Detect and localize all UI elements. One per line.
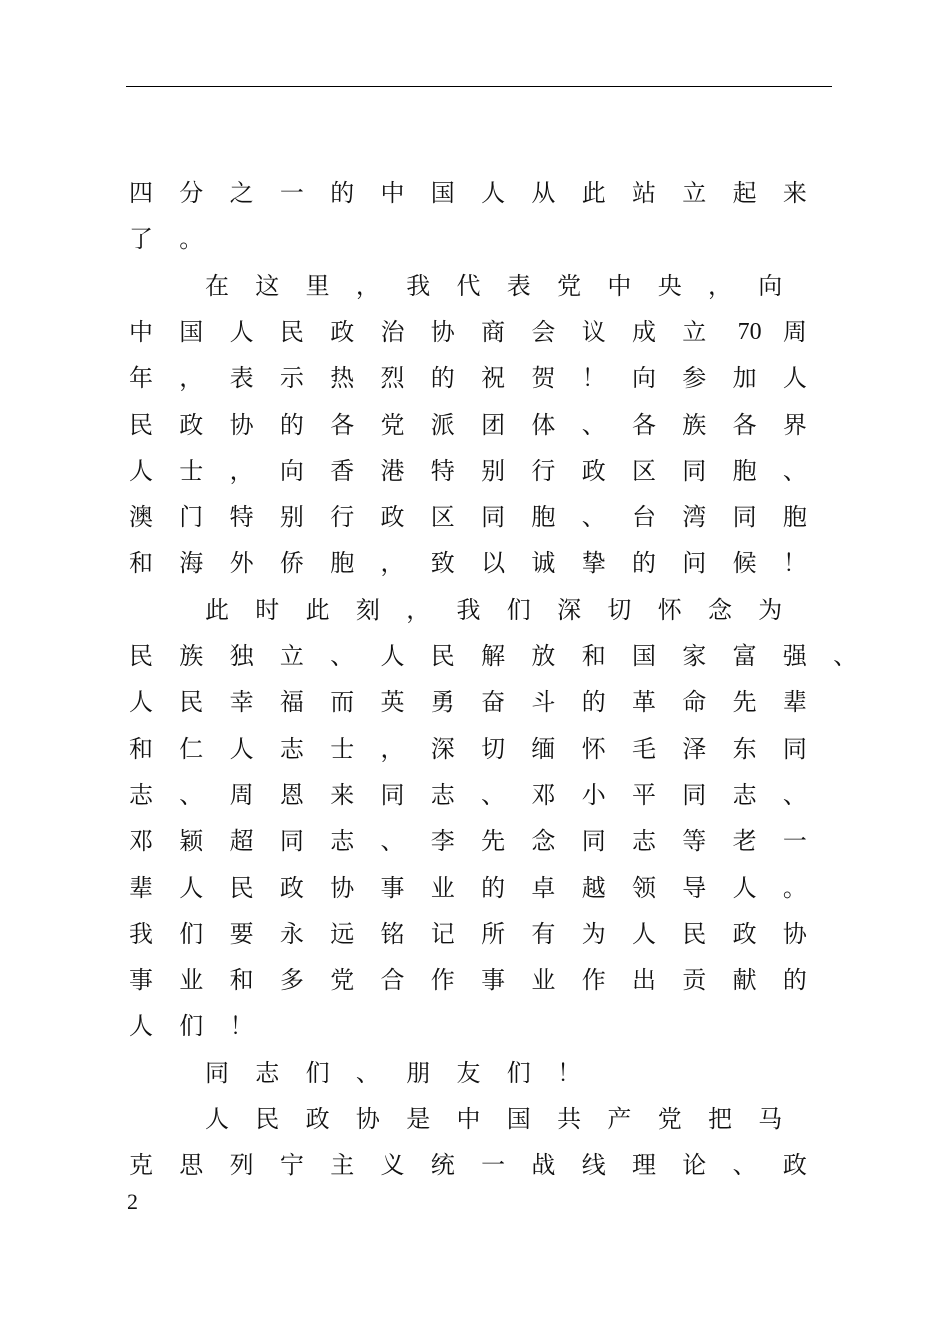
glyph: 怀 bbox=[657, 595, 682, 624]
glyph: ， bbox=[229, 456, 254, 485]
glyph: 政 bbox=[782, 1151, 807, 1180]
glyph: 党 bbox=[380, 410, 405, 439]
text-line bbox=[0, 270, 950, 310]
glyph: 友 bbox=[456, 1058, 481, 1087]
glyph: 人 bbox=[129, 1012, 153, 1041]
glyph: 议 bbox=[581, 317, 606, 346]
text-line bbox=[0, 918, 950, 958]
text-line bbox=[0, 547, 950, 587]
text-line bbox=[0, 779, 950, 819]
glyph: 志 bbox=[632, 827, 656, 856]
glyph: 要 bbox=[229, 919, 254, 948]
glyph: 胞 bbox=[732, 456, 757, 485]
glyph: 深 bbox=[557, 595, 582, 624]
glyph: 的 bbox=[782, 966, 807, 995]
glyph: 放 bbox=[531, 642, 556, 670]
glyph: 国 bbox=[632, 642, 656, 670]
glyph: 人 bbox=[732, 873, 757, 902]
glyph: 志 bbox=[279, 734, 304, 763]
glyph: 马 bbox=[758, 1105, 783, 1133]
glyph: 界 bbox=[782, 410, 807, 439]
glyph: 、 bbox=[355, 1058, 380, 1087]
glyph: 此 bbox=[581, 179, 606, 207]
glyph: 代 bbox=[456, 271, 481, 300]
glyph: 人 bbox=[229, 734, 254, 763]
text-line bbox=[0, 1057, 950, 1097]
glyph: 一 bbox=[782, 827, 807, 856]
glyph: 的 bbox=[632, 549, 656, 578]
glyph: 为 bbox=[758, 595, 783, 624]
glyph: 李 bbox=[430, 827, 455, 856]
glyph: 们 bbox=[179, 1012, 204, 1041]
glyph: 同 bbox=[732, 503, 757, 532]
glyph: 泽 bbox=[682, 734, 707, 763]
glyph: 致 bbox=[430, 549, 455, 578]
glyph: 党 bbox=[330, 966, 355, 995]
glyph: 烈 bbox=[380, 364, 405, 393]
glyph: 人 bbox=[179, 873, 204, 902]
glyph: 和 bbox=[229, 966, 254, 995]
glyph: 线 bbox=[581, 1151, 606, 1180]
glyph: 邓 bbox=[129, 827, 153, 856]
glyph: 各 bbox=[632, 410, 656, 439]
glyph: 、 bbox=[732, 1151, 757, 1180]
glyph: 斗 bbox=[531, 688, 556, 717]
glyph: 中 bbox=[607, 271, 632, 300]
glyph: 一 bbox=[279, 179, 304, 207]
glyph: 切 bbox=[607, 595, 632, 624]
glyph: 导 bbox=[682, 873, 707, 902]
glyph: 奋 bbox=[481, 688, 506, 717]
glyph: ， bbox=[380, 734, 405, 763]
glyph: ！ bbox=[782, 549, 807, 578]
glyph: 志 bbox=[330, 827, 355, 856]
glyph: 派 bbox=[430, 410, 455, 439]
glyph: 、 bbox=[833, 642, 858, 670]
glyph: 分 bbox=[179, 179, 204, 207]
glyph: 、 bbox=[380, 827, 405, 856]
glyph: 澳 bbox=[129, 503, 153, 532]
glyph: 以 bbox=[481, 549, 506, 578]
glyph: 台 bbox=[632, 503, 656, 532]
glyph: 远 bbox=[330, 919, 355, 948]
glyph: 民 bbox=[255, 1105, 280, 1133]
glyph: 同 bbox=[682, 456, 707, 485]
glyph: 立 bbox=[682, 317, 707, 346]
glyph: 诚 bbox=[531, 549, 556, 578]
glyph: 合 bbox=[380, 966, 405, 995]
glyph: 铭 bbox=[380, 919, 405, 948]
glyph: 国 bbox=[506, 1105, 531, 1133]
glyph: 多 bbox=[279, 966, 304, 995]
glyph: ， bbox=[355, 271, 380, 300]
glyph: 区 bbox=[430, 503, 455, 532]
glyph: 商 bbox=[481, 317, 506, 346]
glyph: 立 bbox=[279, 642, 304, 670]
glyph: 仁 bbox=[179, 734, 204, 763]
glyph: 立 bbox=[682, 179, 707, 207]
glyph: 的 bbox=[330, 179, 355, 207]
glyph: 行 bbox=[531, 456, 556, 485]
glyph: 政 bbox=[380, 503, 405, 532]
glyph: 志 bbox=[255, 1058, 280, 1087]
glyph: 国 bbox=[430, 179, 455, 207]
glyph: 这 bbox=[255, 271, 280, 300]
glyph: 等 bbox=[682, 827, 707, 856]
glyph: 站 bbox=[632, 179, 656, 207]
glyph: 恩 bbox=[279, 780, 304, 809]
glyph: ！ bbox=[557, 1058, 582, 1087]
glyph: 向 bbox=[279, 456, 304, 485]
glyph: 在 bbox=[205, 271, 229, 300]
glyph: 切 bbox=[481, 734, 506, 763]
glyph: 命 bbox=[682, 688, 707, 717]
glyph: 共 bbox=[557, 1105, 582, 1133]
glyph: 志 bbox=[430, 780, 455, 809]
glyph: 我 bbox=[456, 595, 481, 624]
glyph: 论 bbox=[682, 1151, 707, 1180]
glyph: 港 bbox=[380, 456, 405, 485]
glyph: 示 bbox=[279, 364, 304, 393]
glyph: 老 bbox=[732, 827, 757, 856]
glyph: 人 bbox=[205, 1105, 229, 1133]
glyph: 邓 bbox=[531, 780, 556, 809]
glyph: 党 bbox=[657, 1105, 682, 1133]
glyph: 颖 bbox=[179, 827, 204, 856]
glyph: 从 bbox=[531, 179, 556, 207]
glyph: ！ bbox=[581, 364, 606, 393]
glyph: 出 bbox=[632, 966, 656, 995]
glyph: 超 bbox=[229, 827, 254, 856]
glyph: 协 bbox=[330, 873, 355, 902]
glyph: 表 bbox=[506, 271, 531, 300]
glyph: 的 bbox=[430, 364, 455, 393]
glyph: 献 bbox=[732, 966, 757, 995]
glyph: 是 bbox=[406, 1105, 431, 1133]
glyph: 怀 bbox=[581, 734, 606, 763]
glyph: 。 bbox=[179, 225, 204, 254]
glyph: 东 bbox=[732, 734, 757, 763]
glyph: 民 bbox=[129, 642, 153, 670]
glyph: 的 bbox=[581, 688, 606, 717]
glyph: 别 bbox=[481, 456, 506, 485]
glyph: 辈 bbox=[782, 688, 807, 717]
glyph: 、 bbox=[179, 780, 204, 809]
glyph: 周 bbox=[229, 780, 254, 809]
glyph: 人 bbox=[632, 919, 656, 948]
glyph: 侨 bbox=[279, 549, 304, 578]
glyph: 族 bbox=[179, 642, 204, 670]
glyph: 志 bbox=[732, 780, 757, 809]
glyph: 们 bbox=[506, 595, 531, 624]
glyph: 祝 bbox=[481, 364, 506, 393]
glyph: 政 bbox=[305, 1105, 330, 1133]
glyph: 人 bbox=[129, 688, 153, 717]
glyph: 作 bbox=[430, 966, 455, 995]
glyph: 民 bbox=[279, 317, 304, 346]
glyph: 先 bbox=[481, 827, 506, 856]
glyph: 统 bbox=[430, 1151, 455, 1180]
glyph: 向 bbox=[758, 271, 783, 300]
glyph: 向 bbox=[632, 364, 656, 393]
glyph: 同 bbox=[682, 780, 707, 809]
glyph: 、 bbox=[581, 410, 606, 439]
glyph: 同 bbox=[380, 780, 405, 809]
glyph: 革 bbox=[632, 688, 656, 717]
glyph: ！ bbox=[229, 1012, 254, 1041]
glyph: 民 bbox=[129, 410, 153, 439]
glyph: 卓 bbox=[531, 873, 556, 902]
glyph: 义 bbox=[380, 1151, 405, 1180]
glyph: 家 bbox=[682, 642, 707, 670]
glyph: 一 bbox=[481, 1151, 506, 1180]
text-line bbox=[0, 316, 950, 356]
glyph: 我 bbox=[129, 919, 153, 948]
glyph: 问 bbox=[682, 549, 707, 578]
glyph: 中 bbox=[129, 317, 153, 346]
glyph: 别 bbox=[279, 503, 304, 532]
glyph: 周 bbox=[782, 317, 807, 346]
glyph: 思 bbox=[179, 1151, 204, 1180]
glyph: 、 bbox=[581, 503, 606, 532]
glyph: 业 bbox=[430, 873, 455, 902]
glyph: 民 bbox=[179, 688, 204, 717]
glyph: 的 bbox=[279, 410, 304, 439]
glyph: 四 bbox=[129, 179, 153, 207]
glyph: 富 bbox=[732, 642, 757, 670]
text-line bbox=[0, 825, 950, 865]
glyph: 会 bbox=[531, 317, 556, 346]
glyph: 产 bbox=[607, 1105, 632, 1133]
glyph: 门 bbox=[179, 503, 204, 532]
text-line bbox=[0, 640, 950, 680]
text-line bbox=[0, 455, 950, 495]
glyph: 了 bbox=[129, 225, 153, 254]
glyph: 政 bbox=[179, 410, 204, 439]
glyph: 贺 bbox=[531, 364, 556, 393]
glyph: 表 bbox=[229, 364, 254, 393]
glyph: 人 bbox=[380, 642, 405, 670]
glyph: 强 bbox=[782, 642, 807, 670]
glyph: 治 bbox=[380, 317, 405, 346]
glyph: 协 bbox=[355, 1105, 380, 1133]
glyph: 协 bbox=[782, 919, 807, 948]
glyph: 志 bbox=[129, 780, 153, 809]
glyph: 民 bbox=[430, 642, 455, 670]
glyph: 士 bbox=[330, 734, 355, 763]
glyph: 中 bbox=[456, 1105, 481, 1133]
glyph: 协 bbox=[229, 410, 254, 439]
glyph: 此 bbox=[205, 595, 229, 624]
glyph: 朋 bbox=[406, 1058, 431, 1087]
glyph: 列 bbox=[229, 1151, 254, 1180]
glyph: 胞 bbox=[531, 503, 556, 532]
glyph: 香 bbox=[330, 456, 355, 485]
glyph: 成 bbox=[632, 317, 656, 346]
glyph: 中 bbox=[380, 179, 405, 207]
glyph: 同 bbox=[279, 827, 304, 856]
text-line bbox=[0, 686, 950, 726]
glyph: 小 bbox=[581, 780, 606, 809]
glyph: 加 bbox=[732, 364, 757, 393]
glyph: 此 bbox=[305, 595, 330, 624]
glyph: 同 bbox=[581, 827, 606, 856]
glyph: 、 bbox=[481, 780, 506, 809]
glyph: 和 bbox=[129, 549, 153, 578]
glyph: 业 bbox=[179, 966, 204, 995]
glyph: 念 bbox=[708, 595, 732, 624]
glyph: 贡 bbox=[682, 966, 707, 995]
glyph: 战 bbox=[531, 1151, 556, 1180]
text-line bbox=[0, 501, 950, 541]
glyph: 特 bbox=[430, 456, 455, 485]
glyph: 同 bbox=[205, 1058, 229, 1087]
glyph: 民 bbox=[682, 919, 707, 948]
glyph: 毛 bbox=[632, 734, 656, 763]
glyph: 主 bbox=[330, 1151, 355, 1180]
glyph: 勇 bbox=[430, 688, 455, 717]
glyph: 们 bbox=[179, 919, 204, 948]
glyph: 深 bbox=[430, 734, 455, 763]
glyph: 平 bbox=[632, 780, 656, 809]
glyph: 来 bbox=[782, 179, 807, 207]
glyph: 民 bbox=[229, 873, 254, 902]
glyph: 和 bbox=[129, 734, 153, 763]
glyph: 政 bbox=[330, 317, 355, 346]
text-line bbox=[0, 409, 950, 449]
glyph: 作 bbox=[581, 966, 606, 995]
glyph: 解 bbox=[481, 642, 506, 670]
glyph: 我 bbox=[406, 271, 431, 300]
glyph: 挚 bbox=[581, 549, 606, 578]
glyph: 有 bbox=[531, 919, 556, 948]
glyph: 理 bbox=[632, 1151, 656, 1180]
glyph: 区 bbox=[632, 456, 656, 485]
text-line bbox=[0, 362, 950, 402]
glyph: 胞 bbox=[330, 549, 355, 578]
text-line bbox=[0, 177, 950, 217]
glyph: 各 bbox=[330, 410, 355, 439]
glyph: 政 bbox=[279, 873, 304, 902]
glyph: 越 bbox=[581, 873, 606, 902]
glyph: 士 bbox=[179, 456, 204, 485]
glyph: 族 bbox=[682, 410, 707, 439]
glyph: 热 bbox=[330, 364, 355, 393]
glyph: 政 bbox=[732, 919, 757, 948]
glyph: 起 bbox=[732, 179, 757, 207]
glyph: 幸 bbox=[229, 688, 254, 717]
glyph: 行 bbox=[330, 503, 355, 532]
glyph: 体 bbox=[531, 410, 556, 439]
glyph: 英 bbox=[380, 688, 405, 717]
glyph: 人 bbox=[481, 179, 506, 207]
glyph: 、 bbox=[782, 456, 807, 485]
glyph: 政 bbox=[581, 456, 606, 485]
glyph: 所 bbox=[481, 919, 506, 948]
glyph: 人 bbox=[782, 364, 807, 393]
glyph: 海 bbox=[179, 549, 204, 578]
glyph: 胞 bbox=[782, 503, 807, 532]
glyph: 、 bbox=[782, 780, 807, 809]
glyph: 湾 bbox=[682, 503, 707, 532]
glyph: 领 bbox=[632, 873, 656, 902]
glyph: 70 bbox=[737, 318, 762, 345]
glyph: 党 bbox=[557, 271, 582, 300]
glyph: 克 bbox=[129, 1151, 153, 1180]
glyph: 刻 bbox=[355, 595, 380, 624]
glyph: 和 bbox=[581, 642, 606, 670]
glyph: 事 bbox=[380, 873, 405, 902]
glyph: 永 bbox=[279, 919, 304, 948]
glyph: 业 bbox=[531, 966, 556, 995]
glyph: 来 bbox=[330, 780, 355, 809]
glyph: 参 bbox=[682, 364, 707, 393]
glyph: 先 bbox=[732, 688, 757, 717]
glyph: 里 bbox=[305, 271, 330, 300]
glyph: 而 bbox=[330, 688, 355, 717]
glyph: 、 bbox=[330, 642, 355, 670]
glyph: 协 bbox=[430, 317, 455, 346]
glyph: 把 bbox=[708, 1105, 732, 1133]
glyph: 时 bbox=[255, 595, 280, 624]
glyph: 外 bbox=[229, 549, 254, 578]
glyph: 。 bbox=[782, 873, 807, 902]
glyph: 央 bbox=[657, 271, 682, 300]
glyph: 们 bbox=[506, 1058, 531, 1087]
glyph: ， bbox=[179, 364, 204, 393]
glyph: 事 bbox=[481, 966, 506, 995]
glyph: 特 bbox=[229, 503, 254, 532]
glyph: 的 bbox=[481, 873, 506, 902]
text-line bbox=[0, 733, 950, 773]
glyph: 记 bbox=[430, 919, 455, 948]
text-line bbox=[0, 1010, 950, 1050]
glyph: 之 bbox=[229, 179, 254, 207]
glyph: 独 bbox=[229, 642, 254, 670]
glyph: 同 bbox=[782, 734, 807, 763]
glyph: ， bbox=[406, 595, 431, 624]
glyph: ， bbox=[708, 271, 732, 300]
glyph: ， bbox=[380, 549, 405, 578]
glyph: 念 bbox=[531, 827, 556, 856]
text-line bbox=[0, 872, 950, 912]
glyph: 人 bbox=[229, 317, 254, 346]
page-number: 2 bbox=[127, 1189, 138, 1214]
glyph: 缅 bbox=[531, 734, 556, 763]
glyph: 们 bbox=[305, 1058, 330, 1087]
glyph: 事 bbox=[129, 966, 153, 995]
text-line bbox=[0, 594, 950, 634]
glyph: 宁 bbox=[279, 1151, 304, 1180]
text-line bbox=[0, 1149, 950, 1189]
glyph: 为 bbox=[581, 919, 606, 948]
glyph: 年 bbox=[129, 364, 153, 393]
glyph: 候 bbox=[732, 549, 757, 578]
glyph: 人 bbox=[129, 456, 153, 485]
glyph: 辈 bbox=[129, 873, 153, 902]
text-line bbox=[0, 964, 950, 1004]
glyph: 各 bbox=[732, 410, 757, 439]
glyph: 团 bbox=[481, 410, 506, 439]
glyph: 国 bbox=[179, 317, 204, 346]
glyph: 同 bbox=[481, 503, 506, 532]
glyph: 福 bbox=[279, 688, 304, 717]
text-line bbox=[0, 1103, 950, 1143]
text-line bbox=[0, 223, 950, 263]
